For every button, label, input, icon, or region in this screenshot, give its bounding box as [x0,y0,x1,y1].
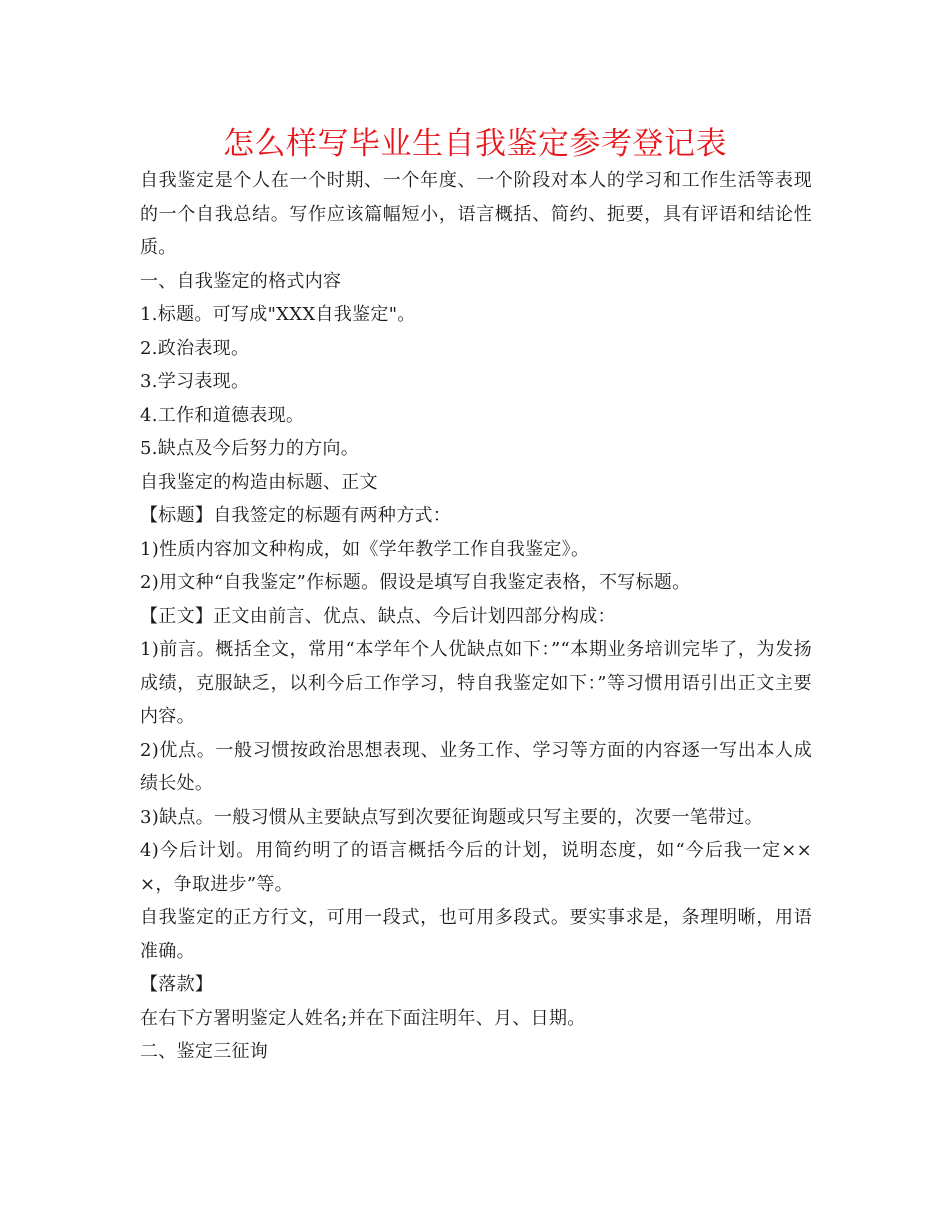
paragraph-strengths: 2)优点。一般习惯按政治思想表现、业务工作、学习等方面的内容逐一写出本人成绩长处。 [140,739,812,794]
list-item-title: 1.标题。可写成"XXX自我鉴定"。 [140,304,416,325]
section-heading-format: 一、自我鉴定的格式内容 [140,270,342,292]
paragraph-signature-heading: 【落款】 [140,974,214,995]
document-title: 怎么样写毕业生自我鉴定参考登记表 [223,126,727,162]
paragraph-weaknesses: 3)缺点。一般习惯从主要缺点写到次要征询题或只写主要的，次要一笔带过。 [140,806,763,828]
list-item-shortcomings: 5.缺点及今后努力的方向。 [140,438,360,459]
paragraph-body-section: 【正文】正文由前言、优点、缺点、今后计划四部分构成： [140,605,616,627]
list-item-politics: 2.政治表现。 [140,337,250,359]
list-item-work: 4.工作和道德表现。 [140,404,305,426]
paragraph-intro: 自我鉴定是个人在一个时期、一个年度、一个阶段对本人的学习和工作生活等表现的一个自我总结。写作应该篇幅短小，语言概括、简约、扼要，具有评语和结论性质。 [140,170,812,258]
document-body [140,164,812,1069]
section-heading-advice: 二、鉴定三征询 [140,1041,269,1062]
paragraph-title-way-1: 1)性质内容加文种构成，如《学年教学工作自我鉴定》。 [140,538,590,560]
paragraph-structure: 自我鉴定的构造由标题、正文 [140,471,378,493]
paragraph-signature: 在右下方署明鉴定人姓名;并在下面注明年、月、日期。 [140,1007,586,1029]
list-item-study: 3.学习表现。 [140,371,250,392]
paragraph-title-section: 【标题】自我签定的标题有两种方式： [140,505,452,526]
paragraph-writing-style: 自我鉴定的正方行文，可用一段式，也可用多段式。要实事求是，条理明晰，用语准确。 [140,907,812,962]
paragraph-preface: 1)前言。概括全文，常用“本学年个人优缺点如下：”“本期业务培训完毕了，为发扬成绩，克服缺乏，以利今后工作学习，特自我鉴定如下：”等习惯用语引出正文主要内容。 [140,639,812,727]
paragraph-plans: 4)今后计划。用简约明了的语言概括今后的计划，说明态度，如“今后我一定×××，争取进步”等。 [140,840,812,895]
paragraph-title-way-2: 2)用文种“自我鉴定”作标题。假设是填写自我鉴定表格，不写标题。 [140,572,691,593]
